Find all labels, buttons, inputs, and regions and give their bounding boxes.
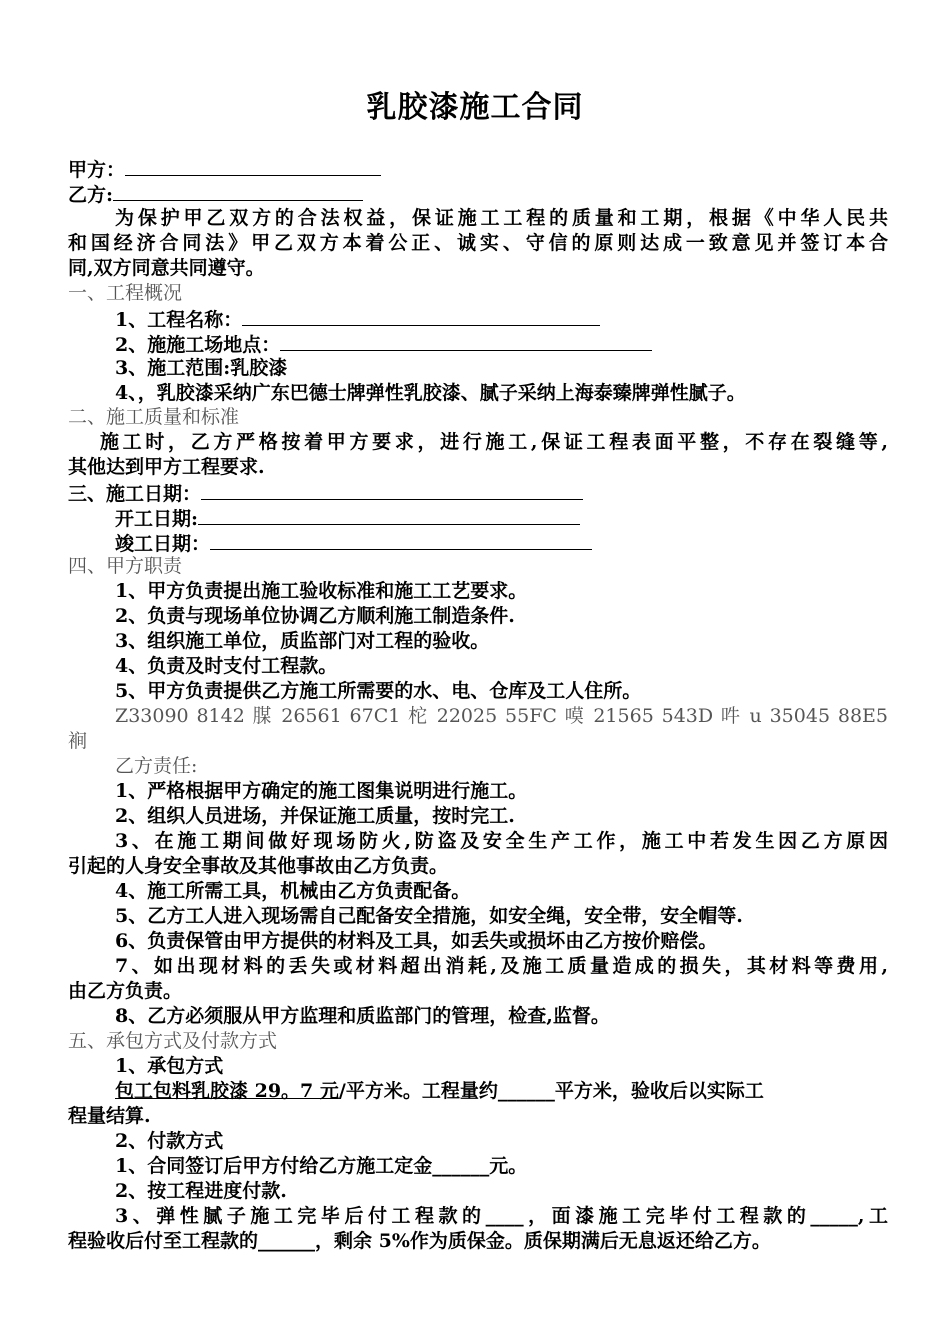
start-date-line	[115, 505, 888, 530]
party-a-duty-1: 1、甲方负责提出施工验收标准和施工工艺要求。	[115, 580, 528, 602]
quality-line-1: 施工时，乙方严格按着甲方要求，进行施工,保证工程表面平整，不存在裂缝等,	[100, 431, 888, 453]
end-date-label: 竣工日期：	[115, 533, 211, 555]
party-b-duty-3-cont: 引起的人身安全事故及其他事故由乙方负责。	[68, 855, 449, 877]
party-b-duty-heading: 乙方责任:	[115, 755, 198, 777]
project-name-line	[115, 306, 888, 331]
payment-item-1: 1、合同签订后甲方付给乙方施工定金______元。	[115, 1155, 528, 1177]
start-date-label: 开工日期:	[115, 508, 199, 530]
garbled-text-line-1: Z33090 8142 腜 26561 67C1 柁 22025 55FC 嗼 21565 543D 吽 u 35045 88E5	[115, 705, 888, 727]
party-a-duty-3: 3、组织施工单位，质监部门对工程的验收。	[115, 630, 490, 652]
document-title: 乳胶漆施工合同	[366, 90, 584, 125]
party-a-duty-4: 4、负责及时支付工程款。	[115, 655, 338, 677]
party-a-line	[68, 156, 888, 181]
party-b-duty-5: 5、乙方工人进入现场需自己配备安全措施，如安全绳，安全带，安全帽等.	[115, 905, 743, 927]
party-a-blank	[125, 156, 381, 176]
section-2-heading: 二、施工质量和标准	[68, 406, 240, 428]
garbled-text-line-2: 裥	[68, 730, 88, 752]
party-a-duty-5: 5、甲方负责提供乙方施工所需要的水、电、仓库及工人住所。	[115, 680, 642, 702]
project-scope: 3、施工范围:乳胶漆	[115, 357, 288, 379]
party-b-duty-4: 4、施工所需工具，机械由乙方负责配备。	[115, 880, 471, 902]
construction-date-label: 三、施工日期：	[68, 483, 202, 505]
contract-method-rest: /平方米。工程量约______平方米，验收后以实际工	[338, 1080, 764, 1102]
section-3-heading	[68, 480, 888, 505]
party-b-duty-8: 8、乙方必须服从甲方监理和质监部门的管理，检查,监督。	[115, 1005, 610, 1027]
party-b-line	[68, 181, 888, 206]
contract-method-line-2: 程量结算.	[68, 1105, 151, 1127]
party-b-duty-3: 3、在施工期间做好现场防火,防盗及安全生产工作，施工中若发生因乙方原因	[115, 830, 888, 852]
party-b-duty-6: 6、负责保管由甲方提供的材料及工具，如丢失或损坏由乙方按价赔偿。	[115, 930, 718, 952]
party-b-label: 乙方:	[68, 184, 114, 206]
party-b-duty-7-cont: 由乙方负责。	[68, 980, 183, 1002]
end-date-blank	[210, 530, 592, 550]
section-5-heading: 五、承包方式及付款方式	[68, 1030, 278, 1052]
construction-date-blank	[201, 480, 583, 500]
project-name-label: 1、工程名称：	[115, 309, 243, 331]
contract-method-title: 1、承包方式	[115, 1055, 224, 1077]
payment-item-3: 3、弹性腻子施工完毕后付工程款的____，面漆施工完毕付工程款的_____,工	[115, 1205, 888, 1227]
section-1-heading: 一、工程概况	[68, 282, 183, 304]
contract-method-line-1	[115, 1079, 888, 1104]
intro-line-2: 和国经济合同法》甲乙双方本着公正、诚实、守信的原则达成一致意见并签订本合	[68, 232, 888, 254]
party-b-blank	[113, 181, 363, 201]
party-b-duty-1: 1、严格根据甲方确定的施工图集说明进行施工。	[115, 780, 528, 802]
party-a-label: 甲方：	[68, 159, 126, 181]
intro-line-3: 同,双方同意共同遵守。	[68, 257, 265, 279]
project-site-label: 2、施施工场地点：	[115, 334, 281, 356]
section-4-heading: 四、甲方职责	[68, 555, 183, 577]
project-material: 4、，乳胶漆采纳广东巴德士牌弹性乳胶漆、腻子采纳上海泰臻牌弹性腻子。	[115, 382, 746, 404]
intro-line-1: 为保护甲乙双方的合法权益，保证施工工程的质量和工期，根据《中华人民共	[115, 207, 888, 229]
start-date-blank	[198, 505, 580, 525]
party-b-duty-2: 2、组织人员进场，并保证施工质量，按时完工.	[115, 805, 515, 827]
payment-item-2: 2、按工程进度付款.	[115, 1180, 287, 1202]
project-site-line	[115, 331, 888, 356]
party-b-duty-7: 7、如出现材料的丢失或材料超出消耗,及施工质量造成的损失，其材料等费用,	[115, 955, 888, 977]
quality-line-2: 其他达到甲方工程要求.	[68, 456, 265, 478]
end-date-line	[115, 530, 888, 555]
payment-method-title: 2、付款方式	[115, 1130, 224, 1152]
party-a-duty-2: 2、负责与现场单位协调乙方顺利施工制造条件.	[115, 605, 515, 627]
project-name-blank	[242, 306, 600, 326]
payment-item-3-cont: 程验收后付至工程款的______，剩余 5%作为质保金。质保期满后无息返还给乙方。	[68, 1230, 771, 1252]
project-site-blank	[280, 331, 652, 351]
unit-price: 包工包料乳胶漆 29。7 元	[115, 1080, 339, 1102]
